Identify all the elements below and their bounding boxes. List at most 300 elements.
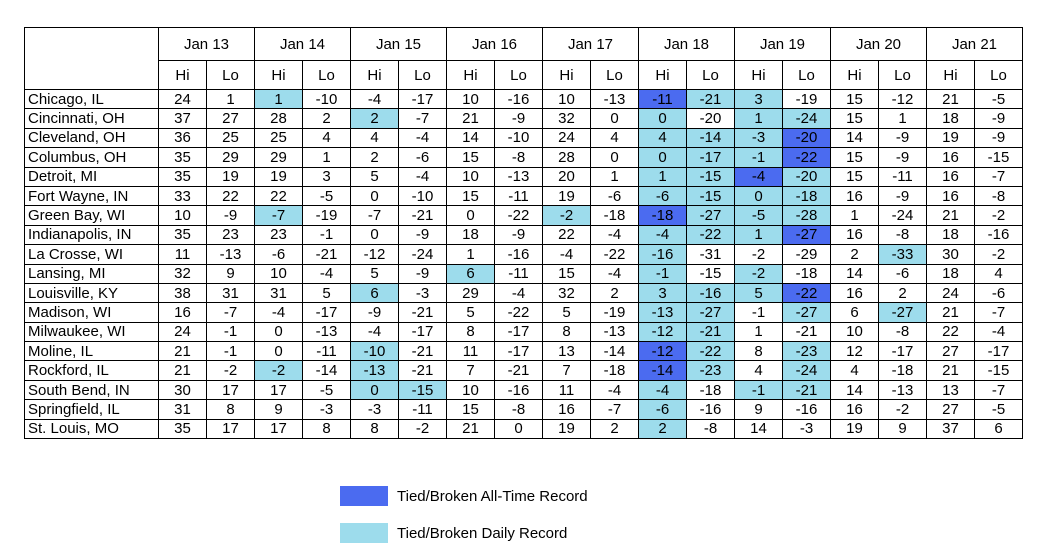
hi-temp-cell: 14 bbox=[831, 128, 879, 147]
hi-temp-cell: 9 bbox=[255, 400, 303, 419]
hi-temp-cell: 23 bbox=[255, 225, 303, 244]
hi-temp-cell: 5 bbox=[735, 283, 783, 302]
table-row bbox=[25, 419, 1023, 438]
lo-temp-cell: -21 bbox=[399, 361, 447, 380]
hi-temp-cell: 8 bbox=[543, 322, 591, 341]
lo-temp-cell: -8 bbox=[975, 186, 1023, 205]
lo-temp-cell: -21 bbox=[687, 322, 735, 341]
hi-temp-cell: 8 bbox=[735, 342, 783, 361]
lo-temp-cell: -16 bbox=[687, 283, 735, 302]
hi-temp-cell: 35 bbox=[159, 419, 207, 438]
hi-temp-cell: 2 bbox=[639, 419, 687, 438]
lo-temp-cell: -14 bbox=[687, 128, 735, 147]
lo-temp-cell: -17 bbox=[495, 322, 543, 341]
hi-temp-cell: 0 bbox=[351, 225, 399, 244]
lo-temp-cell: 19 bbox=[207, 167, 255, 186]
hi-temp-cell: 21 bbox=[927, 303, 975, 322]
hi-temp-cell: 1 bbox=[735, 225, 783, 244]
hi-temp-cell: 0 bbox=[351, 186, 399, 205]
lo-temp-cell: -23 bbox=[687, 361, 735, 380]
hi-temp-cell: 32 bbox=[543, 109, 591, 128]
lo-temp-cell: -18 bbox=[783, 264, 831, 283]
hi-temp-cell: 32 bbox=[543, 283, 591, 302]
hi-temp-cell: 21 bbox=[447, 419, 495, 438]
lo-temp-cell: -11 bbox=[879, 167, 927, 186]
lo-header: Lo bbox=[495, 61, 543, 90]
lo-temp-cell: -6 bbox=[975, 283, 1023, 302]
lo-temp-cell: -27 bbox=[783, 303, 831, 322]
table-row bbox=[25, 400, 1023, 419]
lo-temp-cell: -22 bbox=[591, 245, 639, 264]
lo-temp-cell: -8 bbox=[879, 322, 927, 341]
hi-temp-cell: 35 bbox=[159, 225, 207, 244]
hi-temp-cell: 24 bbox=[927, 283, 975, 302]
hi-temp-cell: -1 bbox=[735, 148, 783, 167]
lo-temp-cell: 0 bbox=[495, 419, 543, 438]
lo-temp-cell: -5 bbox=[975, 90, 1023, 109]
hi-temp-cell: 27 bbox=[927, 342, 975, 361]
hi-temp-cell: 9 bbox=[735, 400, 783, 419]
hi-temp-cell: -3 bbox=[351, 400, 399, 419]
hi-temp-cell: 6 bbox=[351, 283, 399, 302]
hi-temp-cell: -2 bbox=[735, 264, 783, 283]
lo-temp-cell: -21 bbox=[687, 90, 735, 109]
lo-temp-cell: -9 bbox=[495, 109, 543, 128]
lo-temp-cell: -29 bbox=[783, 245, 831, 264]
lo-temp-cell: -8 bbox=[495, 148, 543, 167]
hi-temp-cell: 36 bbox=[159, 128, 207, 147]
lo-temp-cell: -24 bbox=[783, 361, 831, 380]
hi-temp-cell: -14 bbox=[639, 361, 687, 380]
lo-temp-cell: -2 bbox=[975, 206, 1023, 225]
hi-temp-cell: 18 bbox=[447, 225, 495, 244]
hi-temp-cell: -10 bbox=[351, 342, 399, 361]
table-row bbox=[25, 167, 1023, 186]
lo-temp-cell: -2 bbox=[975, 245, 1023, 264]
lo-temp-cell: -14 bbox=[303, 361, 351, 380]
city-name: La Crosse, WI bbox=[25, 245, 159, 264]
lo-temp-cell: -17 bbox=[495, 342, 543, 361]
lo-temp-cell: -15 bbox=[687, 186, 735, 205]
hi-temp-cell: 31 bbox=[159, 400, 207, 419]
hi-temp-cell: -6 bbox=[255, 245, 303, 264]
lo-header: Lo bbox=[975, 61, 1023, 90]
hi-temp-cell: 4 bbox=[831, 361, 879, 380]
lo-temp-cell: 4 bbox=[975, 264, 1023, 283]
hi-temp-cell: 21 bbox=[927, 90, 975, 109]
table-row bbox=[25, 361, 1023, 380]
lo-header: Lo bbox=[879, 61, 927, 90]
lo-temp-cell: -13 bbox=[495, 167, 543, 186]
lo-temp-cell: -16 bbox=[495, 245, 543, 264]
hi-temp-cell: 3 bbox=[639, 283, 687, 302]
hi-temp-cell: 11 bbox=[159, 245, 207, 264]
hi-temp-cell: 14 bbox=[447, 128, 495, 147]
lo-temp-cell: -7 bbox=[591, 400, 639, 419]
hi-temp-cell: 17 bbox=[255, 380, 303, 399]
lo-temp-cell: -9 bbox=[207, 206, 255, 225]
lo-temp-cell: -13 bbox=[207, 245, 255, 264]
lo-temp-cell: -22 bbox=[783, 283, 831, 302]
lo-temp-cell: -18 bbox=[783, 186, 831, 205]
lo-temp-cell: -4 bbox=[591, 264, 639, 283]
lo-temp-cell: -5 bbox=[975, 400, 1023, 419]
lo-temp-cell: -7 bbox=[975, 167, 1023, 186]
hi-temp-cell: 10 bbox=[159, 206, 207, 225]
hi-temp-cell: 4 bbox=[351, 128, 399, 147]
lo-temp-cell: -18 bbox=[591, 206, 639, 225]
lo-temp-cell: -21 bbox=[783, 322, 831, 341]
lo-temp-cell: -11 bbox=[495, 264, 543, 283]
lo-temp-cell: -17 bbox=[687, 148, 735, 167]
lo-temp-cell: -33 bbox=[879, 245, 927, 264]
city-name: Fort Wayne, IN bbox=[25, 186, 159, 205]
lo-temp-cell: -2 bbox=[207, 361, 255, 380]
hi-temp-cell: -13 bbox=[351, 361, 399, 380]
city-name: Moline, IL bbox=[25, 342, 159, 361]
lo-temp-cell: -16 bbox=[495, 90, 543, 109]
hi-temp-cell: 14 bbox=[831, 264, 879, 283]
lo-temp-cell: -11 bbox=[495, 186, 543, 205]
hi-temp-cell: 8 bbox=[351, 419, 399, 438]
lo-temp-cell: -22 bbox=[687, 225, 735, 244]
hi-temp-cell: 18 bbox=[927, 225, 975, 244]
hi-temp-cell: 29 bbox=[447, 283, 495, 302]
hi-temp-cell: 32 bbox=[159, 264, 207, 283]
lo-temp-cell: -9 bbox=[975, 128, 1023, 147]
lo-temp-cell: -4 bbox=[399, 128, 447, 147]
lo-temp-cell: 2 bbox=[879, 283, 927, 302]
hi-temp-cell: -4 bbox=[255, 303, 303, 322]
hi-temp-cell: 29 bbox=[255, 148, 303, 167]
hi-temp-cell: 25 bbox=[255, 128, 303, 147]
lo-temp-cell: -17 bbox=[879, 342, 927, 361]
hi-temp-cell: 0 bbox=[255, 322, 303, 341]
hi-header: Hi bbox=[831, 61, 879, 90]
table-row bbox=[25, 148, 1023, 167]
hi-temp-cell: -1 bbox=[639, 264, 687, 283]
lo-temp-cell: -1 bbox=[303, 225, 351, 244]
city-name: Lansing, MI bbox=[25, 264, 159, 283]
city-name: Madison, WI bbox=[25, 303, 159, 322]
hi-temp-cell: 19 bbox=[543, 186, 591, 205]
hi-temp-cell: 10 bbox=[543, 90, 591, 109]
hi-temp-cell: 0 bbox=[735, 186, 783, 205]
hi-temp-cell: -9 bbox=[351, 303, 399, 322]
hi-temp-cell: 5 bbox=[543, 303, 591, 322]
hi-temp-cell: 1 bbox=[447, 245, 495, 264]
lo-temp-cell: -4 bbox=[303, 264, 351, 283]
hi-temp-cell: 37 bbox=[927, 419, 975, 438]
lo-temp-cell: -15 bbox=[687, 167, 735, 186]
table-row bbox=[25, 283, 1023, 302]
lo-temp-cell: -10 bbox=[399, 186, 447, 205]
lo-temp-cell: -21 bbox=[399, 342, 447, 361]
hi-temp-cell: 15 bbox=[831, 109, 879, 128]
lo-temp-cell: -13 bbox=[591, 90, 639, 109]
lo-temp-cell: 8 bbox=[207, 400, 255, 419]
lo-temp-cell: 8 bbox=[303, 419, 351, 438]
lo-temp-cell: 17 bbox=[207, 419, 255, 438]
hi-temp-cell: 21 bbox=[447, 109, 495, 128]
hi-temp-cell: 7 bbox=[447, 361, 495, 380]
hi-temp-cell: 18 bbox=[927, 264, 975, 283]
hi-header: Hi bbox=[159, 61, 207, 90]
hi-temp-cell: 0 bbox=[639, 148, 687, 167]
lo-temp-cell: -7 bbox=[975, 380, 1023, 399]
table-row bbox=[25, 342, 1023, 361]
lo-temp-cell: -4 bbox=[495, 283, 543, 302]
hi-temp-cell: 14 bbox=[831, 380, 879, 399]
lo-temp-cell: -17 bbox=[975, 342, 1023, 361]
day-header: Jan 18 bbox=[639, 28, 735, 61]
hi-temp-cell: 1 bbox=[735, 322, 783, 341]
hi-temp-cell: 16 bbox=[831, 186, 879, 205]
hi-temp-cell: -1 bbox=[735, 380, 783, 399]
city-name: Louisville, KY bbox=[25, 283, 159, 302]
lo-temp-cell: -9 bbox=[495, 225, 543, 244]
lo-temp-cell: -22 bbox=[687, 342, 735, 361]
city-name: Green Bay, WI bbox=[25, 206, 159, 225]
hi-temp-cell: 16 bbox=[927, 186, 975, 205]
lo-temp-cell: -22 bbox=[783, 148, 831, 167]
hi-temp-cell: 21 bbox=[927, 206, 975, 225]
lo-temp-cell: -2 bbox=[879, 400, 927, 419]
hi-temp-cell: -4 bbox=[351, 322, 399, 341]
hi-temp-cell: 22 bbox=[927, 322, 975, 341]
city-name: Cincinnati, OH bbox=[25, 109, 159, 128]
lo-header: Lo bbox=[591, 61, 639, 90]
hi-temp-cell: 20 bbox=[543, 167, 591, 186]
city-name: Indianapolis, IN bbox=[25, 225, 159, 244]
day-header: Jan 21 bbox=[927, 28, 1023, 61]
lo-temp-cell: -19 bbox=[303, 206, 351, 225]
lo-temp-cell: -27 bbox=[783, 225, 831, 244]
lo-header: Lo bbox=[687, 61, 735, 90]
lo-temp-cell: -13 bbox=[591, 322, 639, 341]
hi-temp-cell: 22 bbox=[543, 225, 591, 244]
lo-temp-cell: -8 bbox=[687, 419, 735, 438]
lo-temp-cell: -13 bbox=[303, 322, 351, 341]
hi-temp-cell: 16 bbox=[543, 400, 591, 419]
hi-temp-cell: 24 bbox=[159, 322, 207, 341]
lo-temp-cell: -4 bbox=[591, 380, 639, 399]
hi-temp-cell: 2 bbox=[351, 148, 399, 167]
table-body bbox=[25, 90, 1023, 439]
lo-temp-cell: -3 bbox=[303, 400, 351, 419]
lo-temp-cell: -6 bbox=[879, 264, 927, 283]
hi-temp-cell: 15 bbox=[831, 148, 879, 167]
lo-temp-cell: 5 bbox=[303, 283, 351, 302]
hi-temp-cell: 10 bbox=[255, 264, 303, 283]
hi-temp-cell: 16 bbox=[831, 225, 879, 244]
lo-temp-cell: -5 bbox=[303, 380, 351, 399]
lo-temp-cell: -17 bbox=[399, 322, 447, 341]
lo-temp-cell: -27 bbox=[687, 303, 735, 322]
hi-temp-cell: 22 bbox=[255, 186, 303, 205]
table-row bbox=[25, 206, 1023, 225]
lo-temp-cell: -16 bbox=[783, 400, 831, 419]
lo-temp-cell: -21 bbox=[399, 206, 447, 225]
daily-swatch bbox=[340, 523, 388, 543]
lo-temp-cell: -16 bbox=[495, 380, 543, 399]
hi-temp-cell: 37 bbox=[159, 109, 207, 128]
day-header-row bbox=[25, 28, 1023, 61]
hi-temp-cell: 16 bbox=[927, 148, 975, 167]
lo-temp-cell: 3 bbox=[303, 167, 351, 186]
hi-temp-cell: 5 bbox=[351, 264, 399, 283]
hi-temp-cell: 16 bbox=[159, 303, 207, 322]
hi-temp-cell: 35 bbox=[159, 148, 207, 167]
lo-temp-cell: -20 bbox=[783, 128, 831, 147]
lo-temp-cell: -21 bbox=[495, 361, 543, 380]
lo-temp-cell: -3 bbox=[783, 419, 831, 438]
hi-lo-header-row bbox=[25, 61, 1023, 90]
city-name: St. Louis, MO bbox=[25, 419, 159, 438]
lo-header: Lo bbox=[207, 61, 255, 90]
lo-temp-cell: 1 bbox=[879, 109, 927, 128]
lo-temp-cell: -24 bbox=[783, 109, 831, 128]
hi-temp-cell: 4 bbox=[735, 361, 783, 380]
corner-cell bbox=[25, 28, 159, 90]
lo-temp-cell: 1 bbox=[303, 148, 351, 167]
hi-temp-cell: -2 bbox=[735, 245, 783, 264]
city-name: Cleveland, OH bbox=[25, 128, 159, 147]
hi-temp-cell: 19 bbox=[543, 419, 591, 438]
day-header: Jan 16 bbox=[447, 28, 543, 61]
hi-temp-cell: 13 bbox=[543, 342, 591, 361]
hi-temp-cell: 1 bbox=[255, 90, 303, 109]
hi-temp-cell: -12 bbox=[639, 322, 687, 341]
city-name: South Bend, IN bbox=[25, 380, 159, 399]
hi-temp-cell: 5 bbox=[447, 303, 495, 322]
hi-temp-cell: -7 bbox=[351, 206, 399, 225]
lo-temp-cell: -8 bbox=[879, 225, 927, 244]
lo-temp-cell: -9 bbox=[975, 109, 1023, 128]
legend-alltime bbox=[340, 485, 588, 507]
hi-temp-cell: 10 bbox=[447, 90, 495, 109]
hi-temp-cell: -5 bbox=[735, 206, 783, 225]
lo-temp-cell: -7 bbox=[207, 303, 255, 322]
hi-temp-cell: 16 bbox=[831, 400, 879, 419]
hi-header: Hi bbox=[351, 61, 399, 90]
hi-temp-cell: -4 bbox=[639, 380, 687, 399]
lo-temp-cell: -2 bbox=[399, 419, 447, 438]
hi-temp-cell: 7 bbox=[543, 361, 591, 380]
hi-temp-cell: 11 bbox=[543, 380, 591, 399]
hi-temp-cell: -7 bbox=[255, 206, 303, 225]
lo-temp-cell: 0 bbox=[591, 109, 639, 128]
hi-temp-cell: -2 bbox=[255, 361, 303, 380]
hi-header: Hi bbox=[447, 61, 495, 90]
hi-temp-cell: 0 bbox=[447, 206, 495, 225]
lo-temp-cell: -1 bbox=[207, 322, 255, 341]
lo-temp-cell: -20 bbox=[687, 109, 735, 128]
table-row bbox=[25, 264, 1023, 283]
lo-temp-cell: -17 bbox=[303, 303, 351, 322]
hi-temp-cell: 0 bbox=[639, 109, 687, 128]
table-row bbox=[25, 380, 1023, 399]
alltime-label: Tied/Broken All-Time Record bbox=[397, 487, 588, 505]
hi-temp-cell: 10 bbox=[831, 322, 879, 341]
lo-temp-cell: -7 bbox=[975, 303, 1023, 322]
hi-temp-cell: 30 bbox=[159, 380, 207, 399]
hi-temp-cell: 1 bbox=[639, 167, 687, 186]
hi-temp-cell: 4 bbox=[639, 128, 687, 147]
lo-temp-cell: -1 bbox=[207, 342, 255, 361]
lo-temp-cell: -28 bbox=[783, 206, 831, 225]
hi-temp-cell: -4 bbox=[351, 90, 399, 109]
day-header: Jan 19 bbox=[735, 28, 831, 61]
city-name: Detroit, MI bbox=[25, 167, 159, 186]
hi-temp-cell: 19 bbox=[831, 419, 879, 438]
lo-temp-cell: -21 bbox=[399, 303, 447, 322]
lo-temp-cell: 9 bbox=[879, 419, 927, 438]
hi-temp-cell: 19 bbox=[255, 167, 303, 186]
hi-temp-cell: 18 bbox=[927, 109, 975, 128]
hi-temp-cell: 0 bbox=[255, 342, 303, 361]
lo-temp-cell: -5 bbox=[303, 186, 351, 205]
lo-temp-cell: -19 bbox=[591, 303, 639, 322]
lo-temp-cell: -22 bbox=[495, 206, 543, 225]
hi-temp-cell: 0 bbox=[351, 380, 399, 399]
table-row bbox=[25, 90, 1023, 109]
hi-temp-cell: 19 bbox=[927, 128, 975, 147]
lo-temp-cell: -4 bbox=[399, 167, 447, 186]
hi-temp-cell: 15 bbox=[831, 90, 879, 109]
hi-temp-cell: 28 bbox=[543, 148, 591, 167]
lo-temp-cell: 4 bbox=[591, 128, 639, 147]
day-header: Jan 15 bbox=[351, 28, 447, 61]
hi-temp-cell: 12 bbox=[831, 342, 879, 361]
hi-temp-cell: 1 bbox=[831, 206, 879, 225]
lo-temp-cell: -10 bbox=[303, 90, 351, 109]
lo-temp-cell: -11 bbox=[303, 342, 351, 361]
lo-temp-cell: -24 bbox=[879, 206, 927, 225]
hi-temp-cell: 21 bbox=[927, 361, 975, 380]
hi-temp-cell: 8 bbox=[447, 322, 495, 341]
lo-temp-cell: -3 bbox=[399, 283, 447, 302]
hi-header: Hi bbox=[639, 61, 687, 90]
day-header: Jan 14 bbox=[255, 28, 351, 61]
hi-temp-cell: 35 bbox=[159, 167, 207, 186]
lo-temp-cell: 4 bbox=[303, 128, 351, 147]
hi-temp-cell: 14 bbox=[735, 419, 783, 438]
hi-header: Hi bbox=[543, 61, 591, 90]
hi-temp-cell: 24 bbox=[543, 128, 591, 147]
lo-temp-cell: -23 bbox=[783, 342, 831, 361]
hi-temp-cell: 16 bbox=[831, 283, 879, 302]
hi-header: Hi bbox=[927, 61, 975, 90]
hi-temp-cell: 16 bbox=[927, 167, 975, 186]
alltime-swatch bbox=[340, 486, 388, 506]
lo-temp-cell: -15 bbox=[687, 264, 735, 283]
lo-temp-cell: -10 bbox=[495, 128, 543, 147]
table-row bbox=[25, 245, 1023, 264]
table-row bbox=[25, 109, 1023, 128]
hi-temp-cell: 38 bbox=[159, 283, 207, 302]
hi-temp-cell: 21 bbox=[159, 361, 207, 380]
lo-temp-cell: -13 bbox=[879, 380, 927, 399]
hi-temp-cell: 27 bbox=[927, 400, 975, 419]
lo-temp-cell: -8 bbox=[495, 400, 543, 419]
lo-temp-cell: -18 bbox=[591, 361, 639, 380]
lo-temp-cell: 9 bbox=[207, 264, 255, 283]
lo-temp-cell: -4 bbox=[975, 322, 1023, 341]
hi-temp-cell: -2 bbox=[543, 206, 591, 225]
lo-temp-cell: -21 bbox=[303, 245, 351, 264]
lo-temp-cell: -9 bbox=[879, 148, 927, 167]
